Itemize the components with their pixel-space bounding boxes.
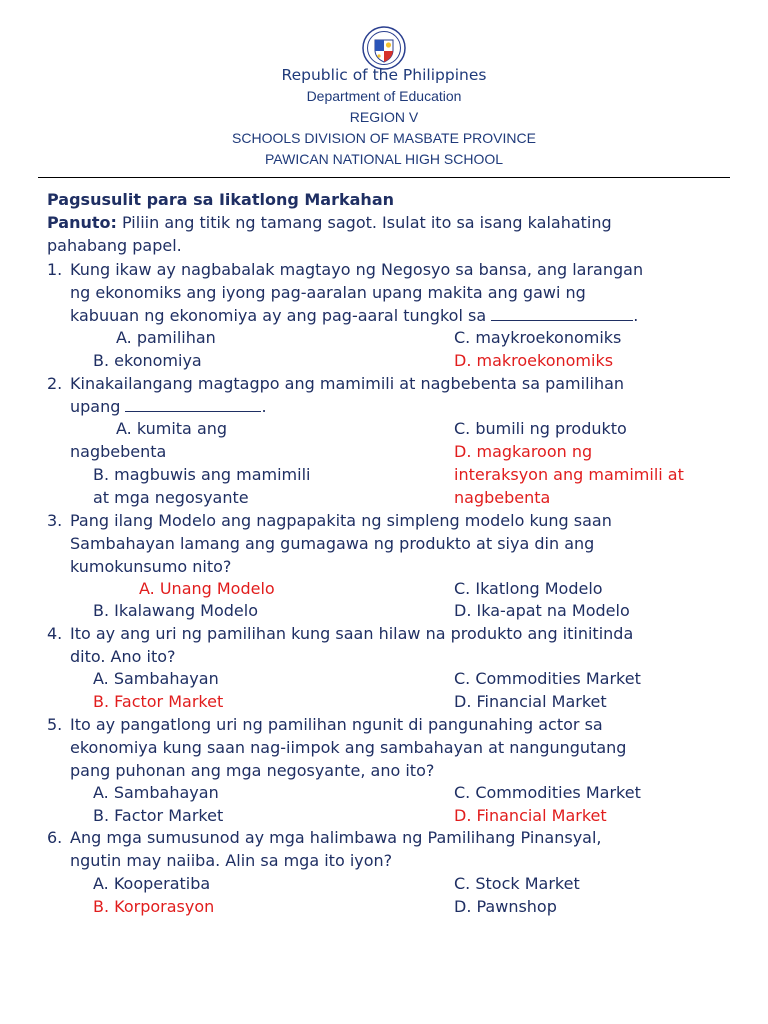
q4-option-d: D. Financial Market (454, 692, 607, 711)
q1-option-b: B. ekonomiya (93, 351, 202, 370)
q1-option-a: A. pamilihan (116, 328, 216, 347)
q3-line-1: Pang ilang Modelo ang nagpapakita ng simpleng modelo kung saan (70, 511, 612, 530)
header-department: Department of Education (306, 88, 462, 104)
q6-option-b: B. Korporasyon (93, 897, 215, 916)
q2-answer-blank (125, 398, 261, 412)
q4-line-1: Ito ay ang uri ng pamilihan kung saan hilaw na produkto ang itinitinda (70, 624, 634, 643)
deped-seal-icon (362, 26, 406, 70)
q6-option-d: D. Pawnshop (454, 897, 557, 916)
q4-number: 4. (47, 624, 63, 643)
q1-line-3-text: kabuuan ng ekonomiya ay ang pag-aaral tungkol sa (70, 306, 492, 325)
q2-option-a-line-1: A. kumita ang (116, 419, 228, 438)
q5-line-1: Ito ay pangatlong uri ng pamilihan ngunit di pangunahing actor sa (70, 715, 603, 734)
q2-line-2-text: upang (70, 397, 126, 416)
q6-option-c: C. Stock Market (454, 874, 580, 893)
q2-option-d-line-3: nagbebenta (454, 488, 551, 507)
q1-option-c: C. maykroekonomiks (454, 328, 622, 347)
q2-number: 2. (47, 374, 63, 393)
q2-option-d-line-1: D. magkaroon ng (454, 442, 593, 461)
q2-end: . (261, 397, 267, 416)
q1-answer-blank (491, 307, 633, 321)
header-region: REGION V (349, 109, 419, 125)
q2-option-b-line-2: at mga negosyante (93, 488, 249, 507)
q1-line-3 (70, 306, 638, 325)
q6-option-a: A. Kooperatiba (93, 874, 211, 893)
instruction-label: Panuto: (47, 213, 117, 232)
header-republic: Republic of the Philippines (281, 66, 487, 84)
q4-option-c: C. Commodities Market (454, 669, 641, 688)
q5-option-b: B. Factor Market (93, 806, 224, 825)
q1-option-d: D. makroekonomiks (454, 351, 614, 370)
q1-line-2: ng ekonomiks ang iyong pag-aaralan upang makita ang gawi ng (70, 283, 586, 302)
q2-option-c: C. bumili ng produkto (454, 419, 627, 438)
q3-option-c: C. Ikatlong Modelo (454, 579, 603, 598)
q4-option-b: B. Factor Market (93, 692, 224, 711)
q3-number: 3. (47, 511, 63, 530)
q4-option-a: A. Sambahayan (93, 669, 219, 688)
q5-line-2: ekonomiya kung saan nag-iimpok ang sambahayan at nangungutang (70, 738, 627, 757)
q3-option-d: D. Ika-apat na Modelo (454, 601, 630, 620)
header-divider (38, 177, 730, 178)
q2-option-d-line-2: interaksyon ang mamimili at (454, 465, 684, 484)
exam-title: Pagsusulit para sa Iikatlong Markahan (47, 190, 394, 209)
q6-number: 6. (47, 828, 63, 847)
q2-option-a-line-2: nagbebenta (70, 442, 167, 461)
q3-option-a: A. Unang Modelo (139, 579, 275, 598)
q1-number: 1. (47, 260, 63, 279)
q2-line-2 (70, 397, 267, 416)
q4-line-2: dito. Ano ito? (70, 647, 176, 666)
q5-number: 5. (47, 715, 63, 734)
q3-line-3: kumokunsumo nito? (70, 557, 232, 576)
instruction-line-1 (47, 213, 612, 232)
header-division: SCHOOLS DIVISION OF MASBATE PROVINCE (232, 130, 536, 146)
q1-end: . (633, 306, 639, 325)
instruction-line-2: pahabang papel. (47, 236, 182, 255)
q3-option-b: B. Ikalawang Modelo (93, 601, 259, 620)
instruction-text-1: Piliin ang titik ng tamang sagot. Isulat ito sa isang kalahating (116, 213, 612, 232)
q2-line-1: Kinakailangang magtagpo ang mamimili at nagbebenta sa pamilihan (70, 374, 625, 393)
q5-line-3: pang puhonan ang mga negosyante, ano ito? (70, 761, 435, 780)
q5-option-c: C. Commodities Market (454, 783, 641, 802)
q6-line-1: Ang mga sumusunod ay mga halimbawa ng Pamilihang Pinansyal, (70, 828, 602, 847)
q5-option-a: A. Sambahayan (93, 783, 219, 802)
header-school: PAWICAN NATIONAL HIGH SCHOOL (264, 151, 504, 167)
q3-line-2: Sambahayan lamang ang gumagawa ng produkto at siya din ang (70, 534, 595, 553)
q6-line-2: ngutin may naiiba. Alin sa mga ito iyon? (70, 851, 393, 870)
q5-option-d: D. Financial Market (454, 806, 607, 825)
q1-line-1: Kung ikaw ay nagbabalak magtayo ng Negosyo sa bansa, ang larangan (70, 260, 644, 279)
q2-option-b-line-1: B. magbuwis ang mamimili (93, 465, 311, 484)
